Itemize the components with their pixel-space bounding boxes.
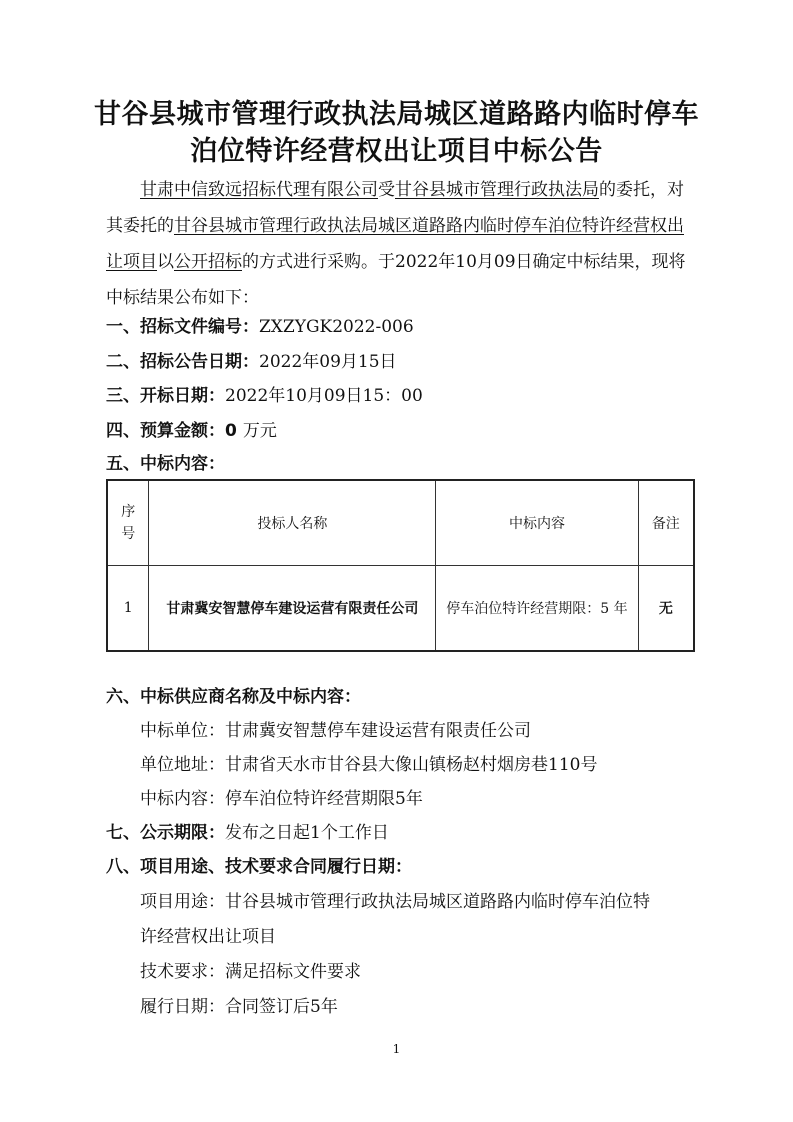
title-line-1: 甘谷县城市管理行政执法局城区道路路内临时停车 [94, 99, 699, 130]
budget-unit: 万元 [242, 421, 277, 441]
table-row [107, 566, 694, 652]
section-5-label: 五、中标内容： [106, 454, 225, 474]
winning-content: 中标内容：停车泊位特许经营期限5年 [140, 789, 423, 809]
row-seq: 1 [107, 566, 149, 652]
section-3 [106, 384, 423, 408]
intro-text-2: 的委托，对其委托的 [106, 180, 684, 236]
section-7-label: 七、公示期限： [106, 823, 225, 843]
section-8-label: 八、项目用途、技术要求合同履行日期： [106, 857, 412, 877]
header-seq: 序 号 [107, 480, 149, 566]
intro-paragraph [106, 172, 696, 316]
winning-unit: 中标单位：甘肃冀安智慧停车建设运营有限责任公司 [140, 721, 531, 741]
row-bidder: 甘肃冀安智慧停车建设运营有限责任公司 [149, 566, 436, 652]
procurement-method: 公开招标 [174, 252, 242, 272]
project-name: 甘谷县城市管理行政执法局城区道路路内临时停车泊位特许经营权出让项目 [106, 216, 684, 272]
table-header-row [107, 480, 694, 566]
section-1 [106, 315, 414, 339]
intro-text-1: 受 [378, 180, 395, 200]
intro-text-3: 以 [157, 252, 174, 272]
award-table [106, 479, 695, 652]
section-4 [106, 419, 277, 443]
project-use-line-2: 许经营权出让项目 [140, 927, 276, 947]
section-6 [106, 685, 361, 709]
intro-text-4: 的方式进行采购。于2022年10月09日确定中标结果，现将中标结果公布如下： [106, 252, 686, 308]
section-1-label: 一、招标文件编号： [106, 317, 259, 337]
opening-date: 2022年10月09日15：00 [225, 386, 423, 406]
tender-file-number: ZXZYGK2022-006 [259, 317, 414, 337]
client-name: 甘谷县城市管理行政执法局 [395, 180, 599, 200]
section-7 [106, 821, 389, 845]
section-2-label: 二、招标公告日期： [106, 352, 259, 372]
header-remark: 备注 [638, 480, 694, 566]
section-2 [106, 350, 397, 374]
section-8 [106, 855, 412, 879]
page-number: 1 [392, 1042, 401, 1056]
row-remark: 无 [638, 566, 694, 652]
header-content: 中标内容 [436, 480, 638, 566]
title-line-2: 泊位特许经营权出让项目中标公告 [190, 136, 603, 167]
section-3-label: 三、开标日期： [106, 386, 225, 406]
unit-address: 单位地址：甘肃省天水市甘谷县大像山镇杨赵村烟房巷110号 [140, 755, 598, 775]
technical-requirements: 技术要求：满足招标文件要求 [140, 962, 361, 982]
section-6-label: 六、中标供应商名称及中标内容： [106, 687, 361, 707]
performance-date: 履行日期：合同签订后5年 [140, 997, 338, 1017]
section-4-label: 四、预算金额： [106, 421, 225, 441]
header-bidder: 投标人名称 [149, 480, 436, 566]
announcement-date: 2022年09月15日 [259, 352, 397, 372]
row-content: 停车泊位特许经营期限：5 年 [436, 566, 638, 652]
section-5 [106, 452, 225, 476]
agency-name: 甘肃中信致远招标代理有限公司 [140, 180, 378, 200]
publicity-period: 发布之日起1个工作日 [225, 823, 389, 843]
project-use-line-1: 项目用途：甘谷县城市管理行政执法局城区道路路内临时停车泊位特 [140, 892, 650, 912]
budget-amount: 0 [225, 421, 237, 441]
